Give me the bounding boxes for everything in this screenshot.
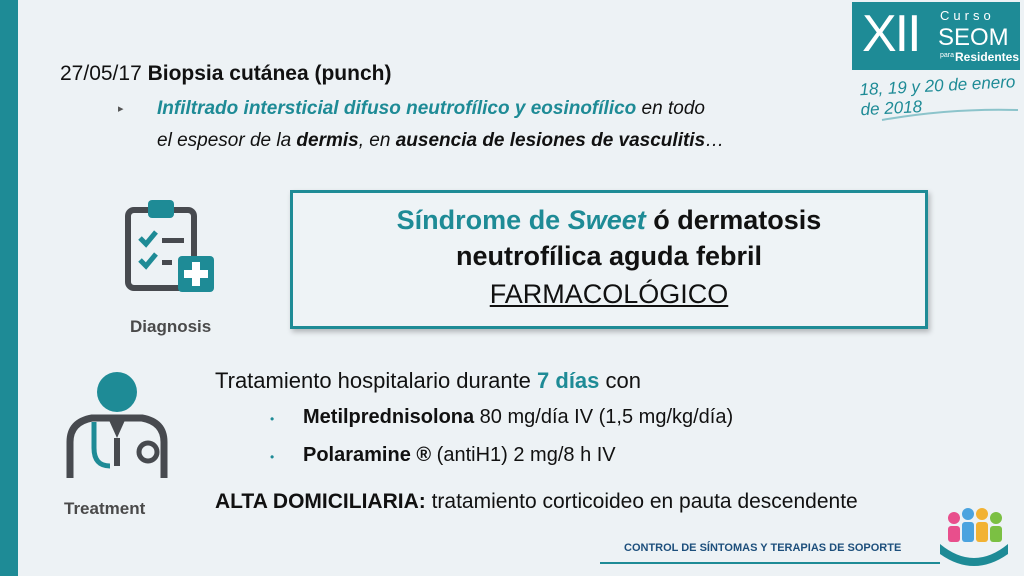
drug-name: Polaramine ® (303, 444, 432, 466)
drug-dose: 80 mg/día IV (1,5 mg/kg/día) (474, 406, 734, 428)
logo-residentes: Residentes (955, 50, 1020, 64)
treatment-text: con (599, 368, 641, 393)
course-date: 18, 19 y 20 de enero de 2018 (859, 72, 1016, 120)
diagnosis-caption: Diagnosis (130, 317, 212, 336)
finding-text: en todo (636, 98, 705, 119)
finding-text: el espesor de la (157, 130, 297, 151)
clipboard-diagnosis-icon (122, 198, 218, 294)
diagnosis-text: Síndrome de (396, 205, 568, 235)
diagnosis-line2: neutrofílica aguda febril (455, 241, 763, 271)
diagnosis-text: ó dermatosis (645, 205, 822, 235)
diagnosis-sweet: Sweet (567, 205, 646, 235)
finding-vasculitis: ausencia de lesiones de vasculitis (395, 130, 706, 151)
logo-roman-numeral: XII (862, 5, 920, 63)
doctor-treatment-icon (62, 370, 172, 480)
treatment-text: Tratamiento hospitalario durante (215, 368, 538, 393)
biopsy-finding-line1 (157, 98, 705, 120)
treatment-duration: 7 días (537, 368, 600, 393)
biopsy-heading (60, 62, 391, 86)
finding-highlight: Infiltrado intersticial difuso neutrofílico y eosinofílico (157, 98, 637, 119)
people-group-logo-icon (936, 506, 1012, 572)
treatment-item (303, 406, 733, 429)
discharge-line (215, 490, 858, 514)
treatment-intro (215, 368, 641, 394)
diagnosis-box (290, 190, 928, 329)
finding-dermis: dermis (296, 130, 359, 151)
discharge-label: ALTA DOMICILIARIA: (215, 490, 426, 513)
footer-title: CONTROL DE SÍNTOMAS Y TERAPIAS DE SOPORTE (624, 542, 902, 554)
logo-para: para (940, 52, 955, 59)
biopsy-finding-line2 (157, 130, 724, 152)
diagnosis-line3: FARMACOLÓGICO (489, 279, 729, 309)
bullet-dot-icon: • (270, 412, 275, 426)
treatment-item (303, 444, 616, 467)
footer-divider (600, 562, 940, 564)
logo-curso: Curso (940, 8, 995, 23)
treatment-caption: Treatment (64, 499, 146, 518)
left-accent-bar (0, 0, 18, 576)
biopsy-date: 27/05/17 (60, 62, 142, 85)
biopsy-title: Biopsia cutánea (punch) (147, 62, 392, 85)
discharge-text: tratamiento corticoideo en pauta descendente (425, 490, 858, 513)
bullet-triangle-icon: ▸ (118, 103, 124, 115)
finding-text: , en (358, 130, 396, 151)
drug-dose: (antiH1) 2 mg/8 h IV (431, 444, 616, 466)
logo-seom: SEOM (938, 24, 1009, 51)
drug-name: Metilprednisolona (303, 406, 475, 428)
bullet-dot-icon: • (270, 450, 275, 464)
date-underline-swoosh (880, 104, 1020, 124)
diagnosis-line1 (293, 203, 925, 237)
finding-ellipsis: … (705, 130, 725, 151)
